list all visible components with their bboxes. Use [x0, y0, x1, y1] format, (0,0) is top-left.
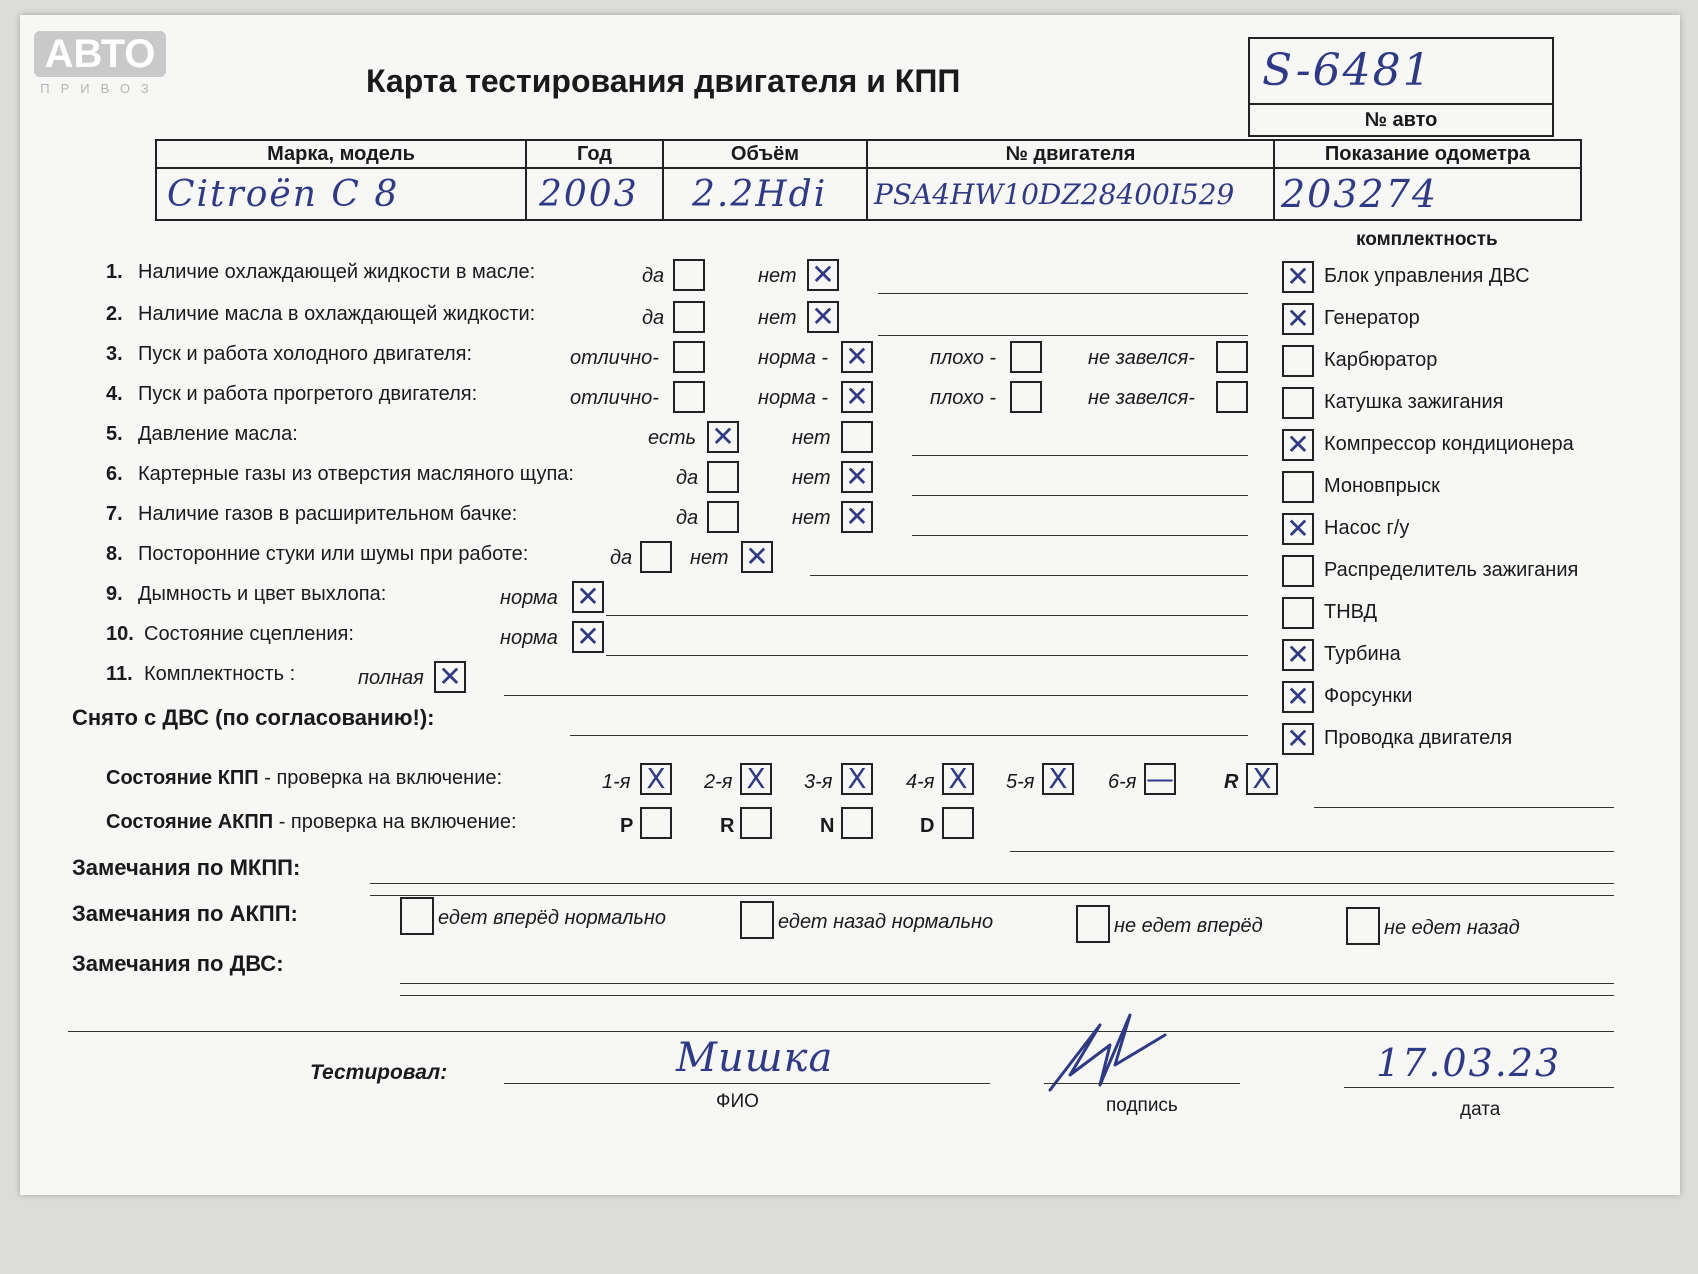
col-year: Год — [526, 140, 663, 168]
check-2-opt-yes: да — [642, 307, 665, 329]
kpp-gear-1-label: 1-я — [602, 771, 631, 793]
page-title: Карта тестирования двигателя и КПП — [366, 63, 961, 99]
comp-distributor-label: Распределитель зажигания — [1324, 559, 1579, 581]
akpp-p-box[interactable] — [640, 807, 672, 839]
col-odometer: Показание одометра — [1274, 140, 1581, 168]
kpp-gear-3-box[interactable] — [841, 763, 873, 795]
check-1-opt-no: нет — [758, 265, 797, 287]
kpp-gear-5-label: 5-я — [1006, 771, 1035, 793]
comp-ecu-box[interactable] — [1282, 261, 1314, 293]
kpp-gear-r-box[interactable] — [1246, 763, 1278, 795]
car-id-value: S-6481 — [1262, 45, 1433, 96]
check-2-note-line — [878, 335, 1248, 336]
check-mark-icon: ✕ — [745, 540, 769, 573]
check-3-bad-box[interactable] — [1010, 341, 1042, 373]
check-3-number: 3. — [106, 343, 123, 365]
check-4-excellent-box[interactable] — [673, 381, 705, 413]
comp-turbo-label: Турбина — [1324, 643, 1401, 665]
check-1-note-line — [878, 293, 1248, 294]
comp-distributor-box[interactable] — [1282, 555, 1314, 587]
check-mark-icon: X — [1048, 762, 1068, 795]
check-9-note-line — [606, 615, 1248, 616]
removed-note-line — [570, 735, 1248, 736]
check-4-label: Пуск и работа прогретого двигателя: — [138, 383, 478, 405]
test-card-sheet — [20, 15, 1680, 1195]
removed-from-engine-label: Снято с ДВС (по согласованию!): — [72, 705, 435, 730]
akpp-label — [106, 811, 517, 834]
check-7-opt-yes: да — [676, 507, 699, 529]
check-mark-icon: ✕ — [845, 340, 869, 373]
comp-injection-pump-box[interactable] — [1282, 597, 1314, 629]
check-2-label: Наличие масла в охлаждающей жидкости: — [138, 303, 536, 325]
signature-line — [1044, 1083, 1240, 1084]
comp-injectors-box[interactable] — [1282, 681, 1314, 713]
check-10-opt-normal: норма — [500, 627, 558, 649]
check-8-opt-yes: да — [610, 547, 633, 569]
check-5-opt-no: нет — [792, 427, 831, 449]
logo-tagline: ПРИВОЗ — [40, 81, 160, 96]
date-line — [1344, 1087, 1614, 1088]
check-6-number: 6. — [106, 463, 123, 485]
dash-mark-icon: — — [1146, 762, 1174, 795]
check-11-full-box[interactable] — [434, 661, 466, 693]
comp-carburetor-label: Карбюратор — [1324, 349, 1438, 371]
comp-wiring-box[interactable] — [1282, 723, 1314, 755]
avto-privoz-logo — [34, 31, 164, 97]
comp-turbo-box[interactable] — [1282, 639, 1314, 671]
comp-injectors-label: Форсунки — [1324, 685, 1413, 707]
check-8-no-box[interactable] — [741, 541, 773, 573]
check-2-opt-no: нет — [758, 307, 797, 329]
check-3-normal-box[interactable] — [841, 341, 873, 373]
check-11-opt-full: полная — [358, 667, 424, 689]
car-id-box — [1248, 37, 1554, 137]
check-mark-icon: ✕ — [1286, 638, 1310, 671]
kpp-gear-r-label: R — [1224, 771, 1239, 793]
kpp-gear-4-label: 4-я — [906, 771, 935, 793]
cell-engine-number: PSA4HW10DZ28400I529 — [867, 168, 1274, 220]
check-10-normal-box[interactable] — [572, 621, 604, 653]
cell-odometer: 203274 — [1274, 168, 1581, 220]
akpp-d-label: D — [920, 815, 935, 837]
check-6-opt-yes: да — [676, 467, 699, 489]
kpp-label-bold: Состояние КПП — [106, 767, 259, 789]
comp-generator-box[interactable] — [1282, 303, 1314, 335]
check-4-normal-box[interactable] — [841, 381, 873, 413]
check-11-number: 11. — [106, 663, 133, 685]
check-mark-icon: ✕ — [845, 500, 869, 533]
remarks-dvs-line-3 — [68, 1031, 1614, 1032]
check-4-opt-bad: плохо - — [930, 387, 997, 409]
check-1-label: Наличие охлаждающей жидкости в масле: — [138, 261, 536, 283]
check-mark-icon: ✕ — [438, 660, 462, 693]
akpp-forward-ok-box[interactable] — [400, 897, 434, 935]
check-3-label: Пуск и работа холодного двигателя: — [138, 343, 473, 365]
remarks-dvs-line — [400, 983, 1614, 984]
kpp-gear-2-label: 2-я — [704, 771, 733, 793]
remarks-mkpp-line — [370, 883, 1614, 884]
check-mark-icon: ✕ — [811, 300, 835, 333]
akpp-reverse-ok-box[interactable] — [740, 901, 774, 939]
check-5-opt-yes: есть — [648, 427, 697, 449]
kpp-gear-4-box[interactable] — [942, 763, 974, 795]
comp-ignition-coil-label: Катушка зажигания — [1324, 391, 1504, 413]
check-8-note-line — [810, 575, 1248, 576]
logo-name: АВТО — [34, 31, 166, 77]
comp-ignition-coil-box[interactable] — [1282, 387, 1314, 419]
date-handwritten: 17.03.23 — [1376, 1041, 1562, 1085]
check-10-label: Состояние сцепления: — [144, 623, 354, 645]
akpp-n-label: N — [820, 815, 835, 837]
comp-wiring-label: Проводка двигателя — [1324, 727, 1513, 749]
check-mark-icon: ✕ — [1286, 428, 1310, 461]
check-7-opt-no: нет — [792, 507, 831, 529]
comp-ps-pump-label: Насос г/у — [1324, 517, 1410, 539]
cell-volume: 2.2Hdi — [663, 168, 867, 220]
completeness-title: комплектность — [1356, 229, 1498, 250]
kpp-gear-2-box[interactable] — [740, 763, 772, 795]
akpp-d-box[interactable] — [942, 807, 974, 839]
akpp-no-reverse-label: не едет назад — [1384, 917, 1520, 939]
check-3-opt-nostart: не завелся- — [1088, 347, 1195, 369]
akpp-no-forward-box[interactable] — [1076, 905, 1110, 943]
check-8-opt-no: нет — [690, 547, 729, 569]
cell-year: 2003 — [526, 168, 663, 220]
check-mark-icon: ✕ — [811, 258, 835, 291]
check-5-label: Давление масла: — [138, 423, 298, 445]
check-mark-icon: X — [847, 762, 867, 795]
signature-icon — [1040, 1005, 1180, 1105]
check-2-no-box[interactable] — [807, 301, 839, 333]
akpp-note-line — [1010, 851, 1614, 852]
akpp-p-label: P — [620, 815, 634, 837]
check-7-note-line — [912, 535, 1248, 536]
check-11-note-line — [504, 695, 1248, 696]
check-5-no-box[interactable] — [841, 421, 873, 453]
akpp-r-label: R — [720, 815, 735, 837]
akpp-no-reverse-box[interactable] — [1346, 907, 1380, 945]
akpp-n-box[interactable] — [841, 807, 873, 839]
check-11-label: Комплектность : — [144, 663, 296, 685]
check-mark-icon: ✕ — [1286, 302, 1310, 335]
check-7-yes-box[interactable] — [707, 501, 739, 533]
kpp-note-line — [1314, 807, 1614, 808]
check-3-opt-bad: плохо - — [930, 347, 997, 369]
check-5-note-line — [912, 455, 1248, 456]
check-9-normal-box[interactable] — [572, 581, 604, 613]
check-3-opt-excellent: отлично- — [570, 347, 659, 369]
check-1-number: 1. — [106, 261, 123, 283]
kpp-label — [106, 767, 502, 790]
check-mark-icon: ✕ — [1286, 512, 1310, 545]
tested-by-label: Тестировал: — [310, 1061, 448, 1084]
akpp-forward-ok-label: едет вперёд нормально — [438, 907, 667, 929]
check-mark-icon: X — [948, 762, 968, 795]
comp-injection-pump-label: ТНВД — [1324, 601, 1378, 623]
check-1-opt-yes: да — [642, 265, 665, 287]
akpp-label-bold: Состояние АКПП — [106, 811, 274, 833]
check-10-number: 10. — [106, 623, 134, 645]
comp-generator-label: Генератор — [1324, 307, 1420, 329]
vehicle-header-table — [155, 139, 1582, 221]
akpp-label-rest: - проверка на включение: — [273, 811, 517, 833]
tester-name-handwritten: Мишка — [676, 1035, 834, 1081]
check-mark-icon: ✕ — [576, 620, 600, 653]
check-1-yes-box[interactable] — [673, 259, 705, 291]
check-4-bad-box[interactable] — [1010, 381, 1042, 413]
remarks-mkpp-label: Замечания по МКПП: — [72, 855, 301, 880]
check-8-number: 8. — [106, 543, 123, 565]
fio-caption: ФИО — [716, 1091, 759, 1112]
kpp-gear-5-box[interactable] — [1042, 763, 1074, 795]
comp-ac-compressor-box[interactable] — [1282, 429, 1314, 461]
comp-ps-pump-box[interactable] — [1282, 513, 1314, 545]
check-2-number: 2. — [106, 303, 123, 325]
akpp-no-forward-label: не едет вперёд — [1114, 915, 1263, 937]
akpp-reverse-ok-label: едет назад нормально — [778, 911, 994, 933]
kpp-gear-6-box[interactable] — [1144, 763, 1176, 795]
check-10-note-line — [606, 655, 1248, 656]
col-make-model: Марка, модель — [156, 140, 526, 168]
comp-ecu-label: Блок управления ДВС — [1324, 265, 1530, 287]
check-mark-icon: ✕ — [711, 420, 735, 453]
check-2-yes-box[interactable] — [673, 301, 705, 333]
signature-caption: подпись — [1106, 1095, 1178, 1116]
check-mark-icon: ✕ — [1286, 722, 1310, 755]
fio-line — [504, 1083, 990, 1084]
comp-carburetor-box[interactable] — [1282, 345, 1314, 377]
comp-mono-injection-box[interactable] — [1282, 471, 1314, 503]
date-caption: дата — [1460, 1099, 1501, 1120]
check-mark-icon: X — [1252, 762, 1272, 795]
remarks-dvs-line-2 — [400, 995, 1614, 996]
check-mark-icon: ✕ — [576, 580, 600, 613]
comp-ac-compressor-label: Компрессор кондиционера — [1324, 433, 1574, 455]
check-5-number: 5. — [106, 423, 123, 445]
check-mark-icon: X — [646, 762, 666, 795]
check-8-yes-box[interactable] — [640, 541, 672, 573]
check-6-yes-box[interactable] — [707, 461, 739, 493]
check-7-label: Наличие газов в расширительном бачке: — [138, 503, 518, 525]
remarks-dvs-label: Замечания по ДВС: — [72, 951, 284, 976]
check-mark-icon: ✕ — [1286, 680, 1310, 713]
check-9-number: 9. — [106, 583, 123, 605]
check-4-nostart-box[interactable] — [1216, 381, 1248, 413]
kpp-gear-3-label: 3-я — [804, 771, 833, 793]
check-4-number: 4. — [106, 383, 123, 405]
check-4-opt-nostart: не завелся- — [1088, 387, 1195, 409]
check-7-no-box[interactable] — [841, 501, 873, 533]
check-mark-icon: ✕ — [845, 460, 869, 493]
check-9-opt-normal: норма — [500, 587, 558, 609]
check-9-label: Дымность и цвет выхлопа: — [138, 583, 387, 605]
remarks-akpp-label: Замечания по АКПП: — [72, 901, 298, 926]
check-3-nostart-box[interactable] — [1216, 341, 1248, 373]
check-8-label: Посторонние стуки или шумы при работе: — [138, 543, 529, 565]
check-mark-icon: ✕ — [1286, 260, 1310, 293]
check-5-yes-box[interactable] — [707, 421, 739, 453]
check-6-note-line — [912, 495, 1248, 496]
remarks-mkpp-line-2 — [370, 895, 1614, 896]
cell-make-model: Citroën C 8 — [156, 168, 526, 220]
check-6-no-box[interactable] — [841, 461, 873, 493]
car-id-divider — [1250, 103, 1552, 105]
kpp-gear-1-box[interactable] — [640, 763, 672, 795]
comp-mono-injection-label: Моновпрыск — [1324, 475, 1440, 497]
car-id-label: № авто — [1364, 109, 1438, 131]
check-4-opt-normal: норма - — [758, 387, 829, 409]
check-6-opt-no: нет — [792, 467, 831, 489]
kpp-gear-6-label: 6-я — [1108, 771, 1137, 793]
check-mark-icon: X — [746, 762, 766, 795]
check-3-opt-normal: норма - — [758, 347, 829, 369]
check-1-no-box[interactable] — [807, 259, 839, 291]
check-6-label: Картерные газы из отверстия масляного щупа: — [138, 463, 574, 485]
akpp-r-box[interactable] — [740, 807, 772, 839]
check-3-excellent-box[interactable] — [673, 341, 705, 373]
check-mark-icon: ✕ — [845, 380, 869, 413]
col-engine-number: № двигателя — [867, 140, 1274, 168]
col-volume: Объём — [663, 140, 867, 168]
check-4-opt-excellent: отлично- — [570, 387, 659, 409]
check-7-number: 7. — [106, 503, 123, 525]
kpp-label-rest: - проверка на включение: — [258, 767, 503, 789]
